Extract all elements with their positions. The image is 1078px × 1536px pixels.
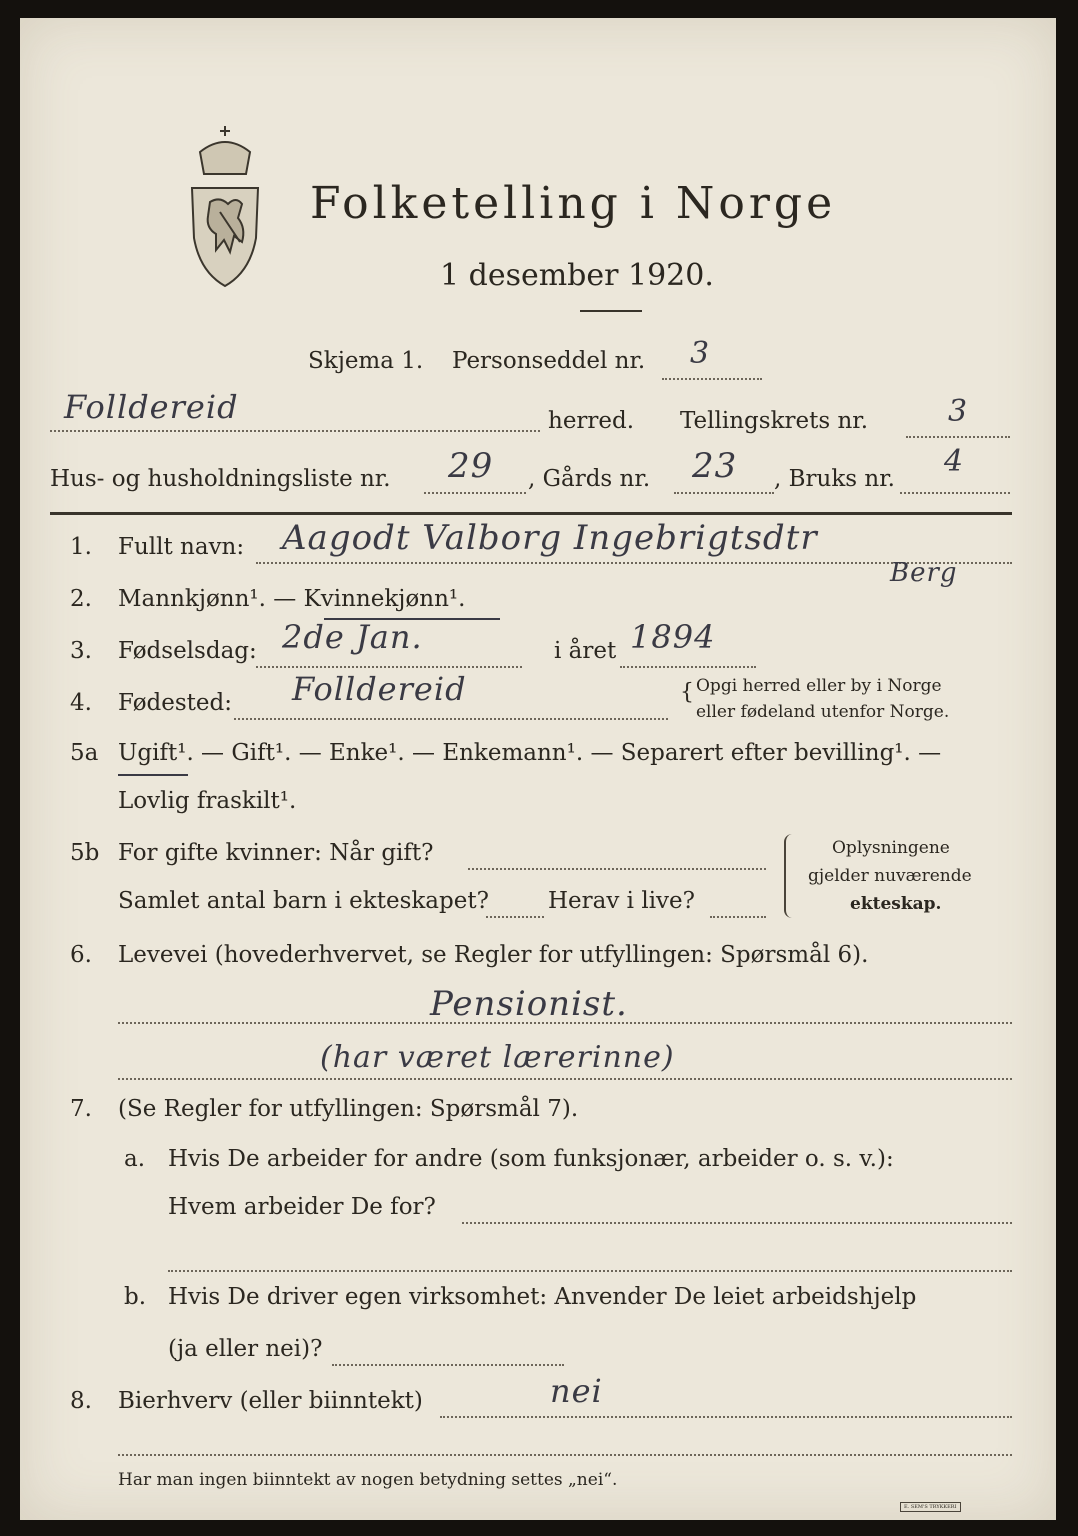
- q8-number: 8.: [70, 1388, 92, 1414]
- q3-year-line: [620, 666, 756, 668]
- q6-value-continued[interactable]: (har været lærerinne): [320, 1040, 675, 1075]
- form-title: Folketelling i Norge: [310, 178, 837, 229]
- q5b-note-line2: gjelder nuværende: [808, 866, 972, 886]
- header-rule: [50, 512, 1012, 515]
- q7a-label-continued: Hvem arbeider De for?: [168, 1194, 436, 1220]
- q4-value[interactable]: Folldereid: [292, 670, 467, 708]
- gards-value[interactable]: 23: [692, 446, 738, 486]
- q5b-number: 5b: [70, 840, 100, 866]
- q7b-line: [332, 1364, 564, 1366]
- q3-value[interactable]: 2de Jan.: [282, 618, 423, 656]
- title-divider: [580, 310, 642, 312]
- q8-value[interactable]: nei: [550, 1372, 603, 1410]
- personseddel-line: [662, 378, 762, 380]
- q3-number: 3.: [70, 638, 92, 664]
- extra-line: [118, 1454, 1012, 1456]
- q8-label: Bierhverv (eller biinntekt): [118, 1388, 423, 1414]
- hus-value[interactable]: 29: [448, 446, 494, 486]
- q5b-alive-label: Herav i live?: [548, 888, 695, 914]
- gards-label: , Gårds nr.: [528, 466, 651, 492]
- q1-value-continued[interactable]: Berg: [890, 558, 958, 588]
- q4-brace: {: [680, 680, 694, 705]
- personseddel-value[interactable]: 3: [690, 336, 711, 371]
- q4-line: [234, 718, 668, 720]
- q5b-note-line3: ekteskap.: [850, 894, 942, 914]
- q3-year-label: i året: [554, 638, 617, 664]
- q3-label: Fødselsdag:: [118, 638, 257, 664]
- q5a-number: 5a: [70, 740, 99, 766]
- bruks-line: [900, 492, 1010, 494]
- q4-note-line1: Opgi herred eller by i Norge: [696, 676, 942, 696]
- skjema-label: Skjema 1.: [308, 348, 424, 374]
- herred-line: [50, 430, 540, 432]
- q6-line2: [118, 1078, 1012, 1080]
- printer-mark: E. SEM'S TRYKKERI: [900, 1502, 961, 1512]
- q6-value[interactable]: Pensionist.: [430, 984, 628, 1024]
- hus-label: Hus- og husholdningsliste nr.: [50, 466, 391, 492]
- q7a-letter: a.: [124, 1146, 146, 1172]
- q5a-label: Ugift¹. — Gift¹. — Enke¹. — Enkemann¹. — Separert efter bevilling¹. —: [118, 740, 942, 766]
- coat-of-arms-icon: [180, 122, 270, 292]
- q7b-label-continued: (ja eller nei)?: [168, 1336, 323, 1362]
- q4-note-line2: eller fødeland utenfor Norge.: [696, 702, 950, 722]
- q5b-bracket: [784, 834, 796, 918]
- herred-label: herred.: [548, 408, 635, 434]
- q2-label: Mannkjønn¹. — Kvinnekjønn¹.: [118, 586, 466, 612]
- q5a-underline-mark: [118, 770, 188, 776]
- q6-label: Levevei (hovederhvervet, se Regler for utfyllingen: Spørsmål 6).: [118, 942, 869, 968]
- bruks-value[interactable]: 4: [944, 444, 965, 479]
- q1-value[interactable]: Aagodt Valborg Ingebrigtsdtr: [282, 518, 818, 558]
- q8-line: [440, 1416, 1012, 1418]
- q5b-label: For gifte kvinner: Når gift?: [118, 840, 434, 866]
- census-date: 1 desember 1920.: [440, 258, 714, 293]
- q5b-married-line: [468, 868, 766, 870]
- q7a-line1: [462, 1222, 1012, 1224]
- q7b-label: Hvis De driver egen virksomhet: Anvender De leiet arbeidshjelp: [168, 1284, 917, 1310]
- q7b-letter: b.: [124, 1284, 147, 1310]
- herred-value[interactable]: Folldereid: [64, 388, 239, 426]
- bruks-label: , Bruks nr.: [774, 466, 895, 492]
- footer-note: Har man ingen biinntekt av nogen betydning settes „nei“.: [118, 1470, 618, 1490]
- q7-label: (Se Regler for utfyllingen: Spørsmål 7).: [118, 1096, 579, 1122]
- q1-label: Fullt navn:: [118, 534, 245, 560]
- q3-year-value[interactable]: 1894: [630, 618, 716, 656]
- q5b-alive-line: [710, 916, 766, 918]
- q4-label: Fødested:: [118, 690, 233, 716]
- q1-number: 1.: [70, 534, 92, 560]
- q5a-label-continued: Lovlig fraskilt¹.: [118, 788, 297, 814]
- tellingskrets-label: Tellingskrets nr.: [680, 408, 869, 434]
- q5b-children-line: [486, 916, 544, 918]
- q6-line1: [118, 1022, 1012, 1024]
- tellingskrets-line: [906, 436, 1010, 438]
- q6-number: 6.: [70, 942, 92, 968]
- q7a-line2: [168, 1270, 1012, 1272]
- q4-number: 4.: [70, 690, 92, 716]
- q7-number: 7.: [70, 1096, 92, 1122]
- q3-line: [256, 666, 522, 668]
- q5b-note-line1: Oplysningene: [832, 838, 950, 858]
- hus-line: [424, 492, 526, 494]
- tellingskrets-value[interactable]: 3: [948, 394, 969, 429]
- personseddel-label: Personseddel nr.: [452, 348, 646, 374]
- q2-number: 2.: [70, 586, 92, 612]
- gards-line: [674, 492, 774, 494]
- census-form: [20, 18, 1056, 1520]
- q5b-children-label: Samlet antal barn i ekteskapet?: [118, 888, 489, 914]
- q7a-label: Hvis De arbeider for andre (som funksjonær, arbeider o. s. v.):: [168, 1146, 894, 1172]
